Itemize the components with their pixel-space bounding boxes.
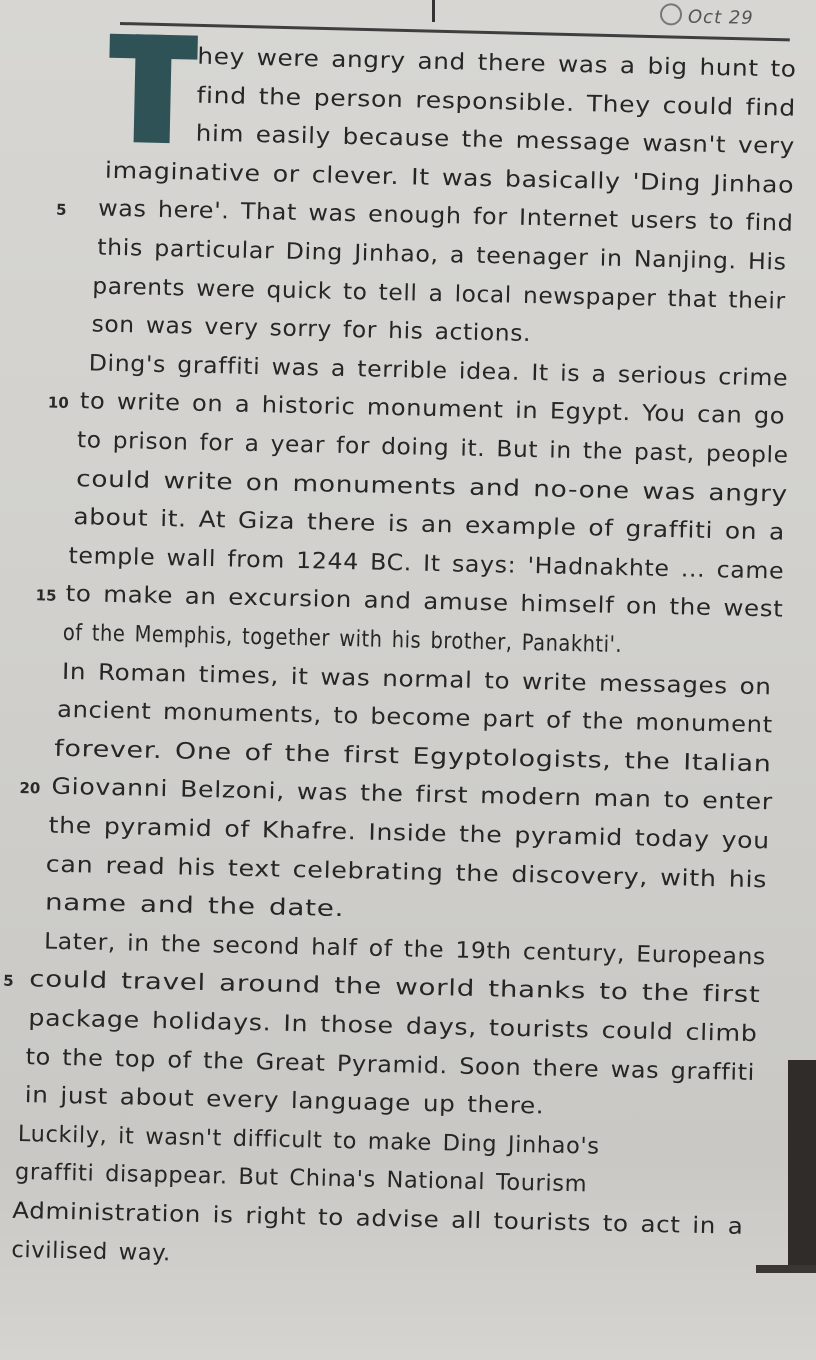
line-number: 5 bbox=[3, 972, 14, 991]
text-line: the pyramid of Khafre. Inside the pyramid today you bbox=[48, 812, 771, 855]
text-line: temple wall from 1244 BC. It says: 'Hadnakhte ... came bbox=[68, 542, 785, 585]
text-line: imaginative or clever. It was basically 'Ding Jinhao bbox=[104, 157, 795, 199]
text-line: Later, in the second half of the 19th century, Europeans bbox=[43, 928, 767, 971]
text-line: to the top of the Great Pyramid. Soon there was graffiti bbox=[25, 1043, 756, 1086]
header-tick bbox=[432, 0, 435, 22]
text-line: could travel around the world thanks to the first bbox=[29, 966, 761, 1009]
text-line: hey were angry and there was a big hunt to bbox=[197, 43, 797, 83]
text-line: in just about every language up there. bbox=[24, 1082, 545, 1120]
text-line: name and the date. bbox=[44, 889, 345, 923]
dropcap-letter bbox=[108, 34, 198, 144]
line-number: 10 bbox=[47, 393, 69, 413]
text-line: son was very sorry for his actions. bbox=[91, 311, 532, 348]
text-line: find the person responsible. They could find bbox=[196, 82, 797, 122]
text-line: him easily because the message wasn't very bbox=[195, 120, 796, 160]
text-line: can read his text celebrating the discovery, with his bbox=[45, 851, 768, 893]
page-edge-strip bbox=[756, 1265, 816, 1273]
text-line: to prison for a year for doing it. But in the past, people bbox=[76, 427, 789, 469]
text-line: to write on a historic monument in Egypt. You can go bbox=[79, 388, 786, 430]
text-line: Administration is right to advise all tourists to act in a bbox=[11, 1197, 744, 1240]
text-line: package holidays. In those days, tourists could climb bbox=[28, 1005, 758, 1048]
text-line: ancient monuments, to become part of the monument bbox=[56, 696, 774, 739]
text-line: could write on monuments and no-one was angry bbox=[75, 465, 789, 508]
text-line: this particular Ding Jinhao, a teenager in Nanjing. His bbox=[96, 234, 787, 276]
circle-mark-icon bbox=[660, 3, 682, 25]
text-line: forever. One of the first Egyptologists, the Italian bbox=[54, 735, 772, 778]
text-line: Ding's graffiti was a terrible idea. It is a serious crime bbox=[88, 350, 789, 392]
line-number: 5 bbox=[55, 201, 67, 220]
text-line: civilised way. bbox=[11, 1236, 172, 1266]
text-line: about it. At Giza there is an example of graffiti on a bbox=[73, 504, 786, 546]
text-line: to make an excursion and amuse himself on the west bbox=[65, 581, 784, 623]
text-line: was here'. That was enough for Internet users to find bbox=[97, 195, 794, 238]
text-line: of the Memphis, together with his brother, Panakhti'. bbox=[62, 619, 623, 659]
page-edge bbox=[788, 1060, 816, 1270]
text-line: parents were quick to tell a local newspaper that their bbox=[92, 273, 787, 315]
text-line: graffiti disappear. But China's National Tourism bbox=[14, 1159, 588, 1198]
text-line: Luckily, it wasn't difficult to make Ding Jinhao's bbox=[17, 1120, 600, 1160]
text-line: Giovanni Belzoni, was the first modern man to enter bbox=[51, 774, 774, 816]
handwritten-date: Oct 29 bbox=[660, 3, 754, 29]
line-number: 15 bbox=[35, 586, 57, 606]
line-number: 20 bbox=[19, 779, 41, 798]
text-line: In Roman times, it was normal to write messages on bbox=[61, 658, 772, 700]
